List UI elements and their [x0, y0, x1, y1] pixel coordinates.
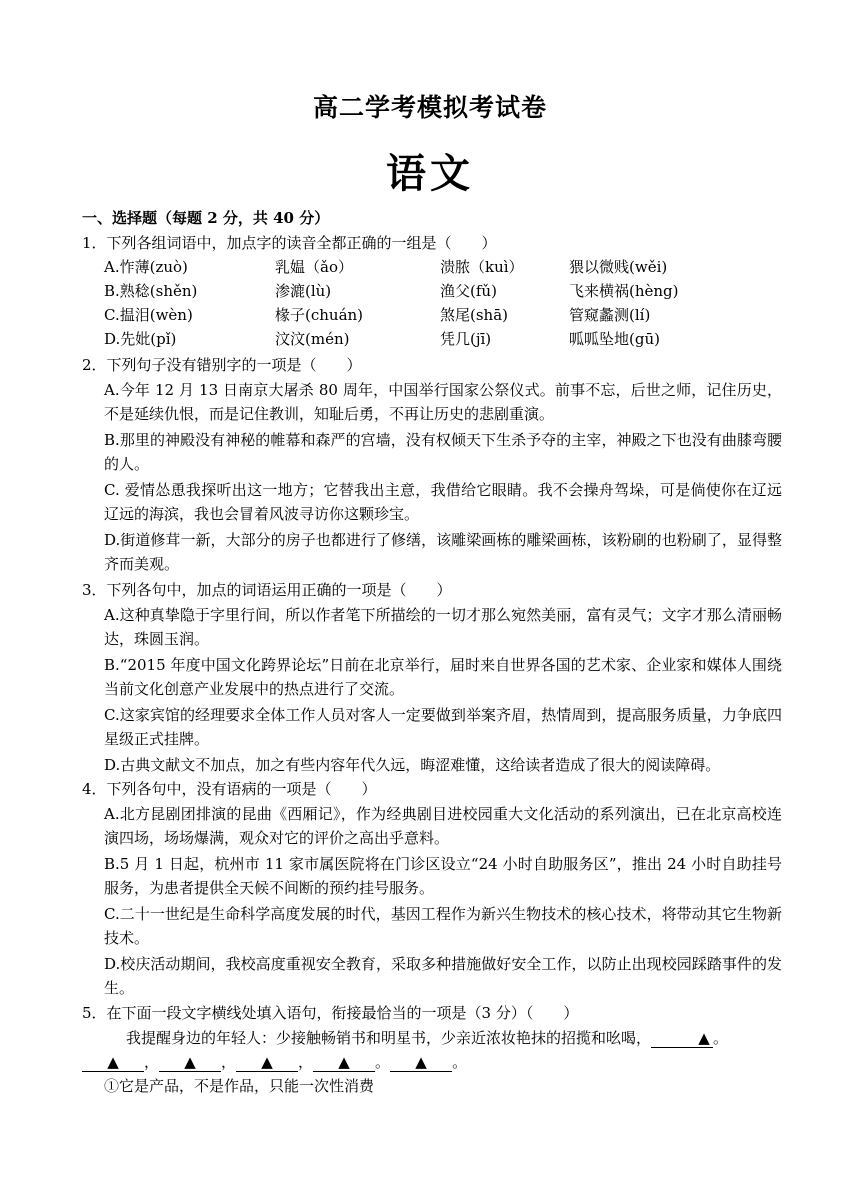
q5-passage-text: 我提醒身边的年轻人：少接触畅销书和明星书，少亲近浓妆艳抹的招揽和吆喝， [126, 1029, 652, 1047]
question-2-stem: 2．下列句子没有错别字的一项是（ ） [82, 356, 362, 374]
q1-option-b-4: 飞来横祸(hèng) [569, 282, 679, 300]
q1-option-a-2: 乳媪（ǎo） [275, 258, 353, 276]
q4-option-b: B.5 月 1 日起，杭州市 11 家市属医院将在门诊区设立“24 小时自助服务区”，推出 24 小时自助挂号服务，为患者提供全天候不间断的预约挂号服务。 [104, 855, 782, 897]
q3-option-a: A.这种真挚隐于字里行间，所以作者笔下所描绘的一切才那么宛然美丽，富有灵气；文字才那么清丽畅达，珠圆玉润。 [104, 606, 782, 648]
answer-blank[interactable]: ▲ [313, 1053, 375, 1072]
q5-item-1: ①它是产品，不是作品，只能一次性消费 [104, 1077, 375, 1095]
question-4-stem: 4．下列各句中，没有语病的一项是（ ） [82, 780, 377, 798]
punctuation: 。 [452, 1053, 468, 1071]
punctuation: ， [144, 1053, 160, 1071]
q3-option-b: B.“2015 年度中国文化跨界论坛”日前在北京举行，届时来自世界各国的艺术家、企业家和媒体人围绕当前文化创意产业发展中的热点进行了交流。 [104, 656, 782, 698]
q1-option-a-4: 猥以微贱(wěi) [569, 258, 668, 276]
q2-option-a: A.今年 12 月 13 日南京大屠杀 80 周年，中国举行国家公祭仪式。前事不忘，后世之师，记住历史，不是延续仇恨，而是记住教训，知耻后勇，不再让历史的悲剧重演。 [104, 381, 782, 423]
q2-option-b: B.那里的神殿没有神秘的帷幕和森严的宫墙，没有权倾天下生杀予夺的主宰，神殿之下也没有曲膝弯腰的人。 [104, 431, 782, 473]
answer-blank[interactable]: ▲ [159, 1053, 221, 1072]
q5-blanks-row [82, 1050, 782, 1074]
punctuation: ， [221, 1053, 237, 1071]
punctuation: ， [298, 1053, 314, 1071]
question-1-stem: 1．下列各组词语中，加点字的读音全都正确的一组是（ ） [82, 234, 497, 252]
q1-option-b-1: B.熟稔(shěn) [104, 282, 198, 300]
q1-option-d-4: 呱呱坠地(gū) [569, 330, 660, 348]
section-heading: 一、选择题（每题 2 分，共 40 分） [82, 209, 330, 227]
q1-option-c-2: 椽子(chuán) [275, 306, 364, 324]
question-5-stem: 5．在下面一段文字横线处填入语句，衔接最恰当的一项是（3 分）（ ） [82, 1004, 579, 1022]
q1-option-b-3: 渔父(fǔ) [440, 282, 497, 300]
exam-title: 高二学考模拟考试卷 [312, 93, 547, 122]
punctuation: 。 [375, 1053, 391, 1071]
q4-option-d: D.校庆活动期间，我校高度重视安全教育，采取多种措施做好安全工作，以防止出现校园踩踏事件的发生。 [104, 955, 782, 997]
q3-option-c: C.这家宾馆的经理要求全体工作人员对客人一定要做到举案齐眉，热情周到，提高服务质量，力争底四星级正式挂牌。 [104, 706, 782, 748]
answer-blank[interactable]: ▲ [82, 1053, 144, 1072]
q1-option-c-4: 管窥蠡测(lí) [569, 306, 651, 324]
q5-passage [82, 1026, 782, 1050]
q2-option-c: C. 爱情怂恿我探听出这一地方；它替我出主意，我借给它眼睛。我不会操舟驾垛，可是倘使你在辽远辽远的海滨，我也会冒着风波寻访你这颗珍宝。 [104, 481, 782, 523]
q3-option-d: D.古典文献文不加点，加之有些内容年代久远，晦涩难懂，这给读者造成了很大的阅读障碍。 [104, 756, 721, 774]
q1-option-d-2: 汶汶(mén) [275, 330, 350, 348]
q4-option-c: C.二十一世纪是生命科学高度发展的时代，基因工程作为新兴生物技术的核心技术，将带动其它生物新技术。 [104, 905, 782, 947]
q1-option-b-2: 渗漉(lù) [275, 282, 332, 300]
answer-blank[interactable]: ▲ [236, 1053, 298, 1072]
question-3-stem: 3．下列各句中，加点的词语运用正确的一项是（ ） [82, 581, 452, 599]
punctuation: 。 [713, 1029, 729, 1047]
q1-option-a-1: A.怍薄(zuò) [104, 258, 188, 276]
q1-option-c-1: C.揾泪(wèn) [104, 306, 193, 324]
q2-option-d: D.街道修茸一新，大部分的房子也都进行了修缮，该雕梁画栋的雕梁画栋，该粉刷的也粉刷了，显得整齐而美观。 [104, 531, 782, 573]
answer-blank[interactable]: ▲ [390, 1053, 452, 1072]
q1-option-d-1: D.先妣(pǐ) [104, 330, 177, 348]
q4-option-a: A.北方昆剧团排演的昆曲《西厢记》，作为经典剧目进校园重大文化活动的系列演出，已在北京高校连演四场，场场爆满，观众对它的评价之高出乎意料。 [104, 805, 782, 847]
q1-option-d-3: 凭几(jī) [440, 330, 492, 348]
q1-option-c-3: 煞尾(shā) [440, 306, 509, 324]
q1-option-a-3: 溃脓（kuì） [440, 258, 524, 276]
subject-title: 语文 [386, 150, 474, 197]
answer-blank[interactable]: ▲ [651, 1029, 713, 1048]
